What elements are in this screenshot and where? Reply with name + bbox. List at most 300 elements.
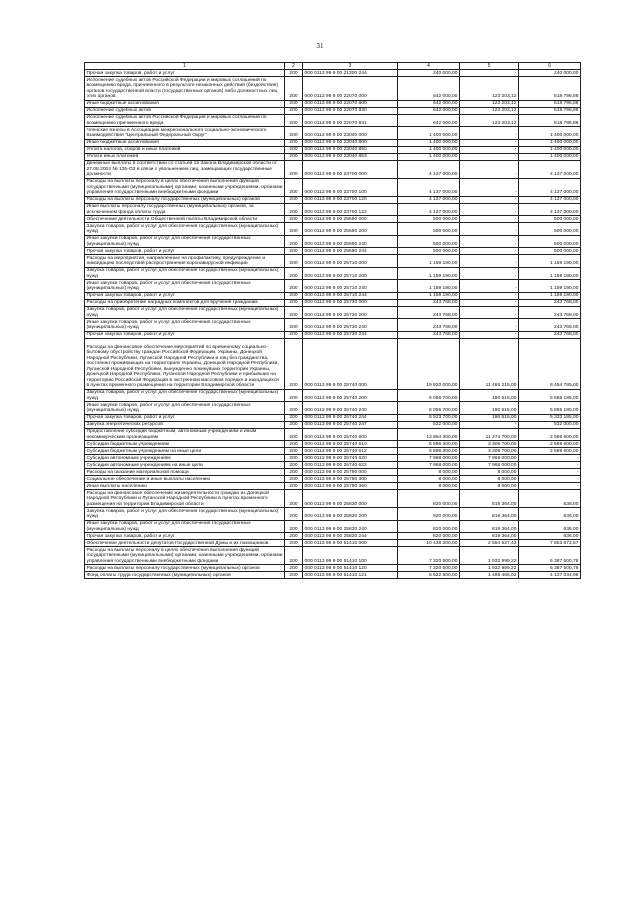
row-approved: 19 920 000,00 xyxy=(398,338,460,389)
row-budget-code: 000 0113 99 9 00 25710 200 xyxy=(303,267,398,280)
row-admin-code: 200 xyxy=(285,146,303,153)
row-description: Прочая закупка товаров, работ и услуг xyxy=(85,331,285,338)
row-remaining: 7 853 672,57 xyxy=(519,540,581,547)
row-executed: 190 515,00 xyxy=(460,389,519,402)
table-row xyxy=(85,441,581,448)
row-approved: 1 400 000,00 xyxy=(398,139,460,146)
row-executed: 1 485 465,02 xyxy=(460,572,519,579)
row-description: Закупка товаров, работ и услуг для обеспечения государственных (муниципальных) нужд xyxy=(85,223,285,236)
row-budget-code: 000 0113 99 9 00 22070 800 xyxy=(303,100,398,107)
row-approved: 4 137 000,00 xyxy=(398,203,460,216)
row-admin-code: 200 xyxy=(285,572,303,579)
row-description: Закупка товаров, работ и услуг для обеспечения государственных (муниципальных) нужд xyxy=(85,389,285,402)
row-description: Субсидии автономным учреждениям на иные цели xyxy=(85,462,285,469)
row-admin-code: 200 xyxy=(285,306,303,319)
row-admin-code: 200 xyxy=(285,153,303,160)
row-remaining: 636,00 xyxy=(519,520,581,533)
row-admin-code: 200 xyxy=(285,114,303,127)
budget-table xyxy=(84,62,581,579)
row-budget-code: 000 0113 99 9 00 25790 300 xyxy=(303,476,398,483)
table-row xyxy=(85,139,581,146)
row-admin-code: 200 xyxy=(285,216,303,223)
row-remaining: 518 796,88 xyxy=(519,77,581,101)
row-budget-code: 000 0113 99 9 00 25830 000 xyxy=(303,490,398,508)
row-executed: - xyxy=(460,153,519,160)
row-executed: - xyxy=(460,203,519,216)
table-row xyxy=(85,402,581,415)
table-row xyxy=(85,248,581,255)
row-admin-code: 200 xyxy=(285,389,303,402)
row-budget-code: 000 0113 99 9 00 25590 200 xyxy=(303,223,398,236)
row-budget-code: 000 0113 99 9 00 25730 200 xyxy=(303,306,398,319)
row-remaining: - xyxy=(519,483,581,490)
row-budget-code: 000 0113 99 9 00 25710 244 xyxy=(303,292,398,299)
column-header: 2 xyxy=(285,63,303,70)
row-approved: 820 000,00 xyxy=(398,533,460,540)
table-row xyxy=(85,533,581,540)
row-description: Иные закупки товаров, работ и услуг для обеспечения государственных (муниципальных) нужд xyxy=(85,319,285,332)
row-description: Субсидии бюджетным учреждениям на иные цели xyxy=(85,448,285,455)
row-admin-code: 200 xyxy=(285,100,303,107)
row-approved: 8 000,00 xyxy=(398,469,460,476)
row-budget-code: 000 0113 99 9 00 25740 612 xyxy=(303,448,398,455)
table-row xyxy=(85,572,581,579)
row-admin-code: 200 xyxy=(285,139,303,146)
row-executed: 190 515,00 xyxy=(460,414,519,421)
row-executed: 8 000,00 xyxy=(460,476,519,483)
row-executed: - xyxy=(460,331,519,338)
row-approved: 4 137 000,00 xyxy=(398,178,460,196)
row-remaining: 8 454 785,00 xyxy=(519,338,581,389)
row-executed: 819 364,00 xyxy=(460,520,519,533)
table-row xyxy=(85,196,581,203)
table-row xyxy=(85,455,581,462)
row-budget-code: 000 0113 99 9 00 25830 240 xyxy=(303,520,398,533)
row-description: Иные выплаты населению xyxy=(85,483,285,490)
row-description: Денежные выплаты в соответствии со статьей 15 Закона Владимирской области от 27.08.2004 № 135-ОЗ в связи с увольнением лиц, замещающих государственные должности xyxy=(85,160,285,178)
row-description: Закупка товаров, работ и услуг для обеспечения государственных (муниципальных) нужд xyxy=(85,508,285,521)
row-approved: 10 438 200,00 xyxy=(398,540,460,547)
row-budget-code: 000 0113 99 9 00 22070 831 xyxy=(303,114,398,127)
row-remaining: 1 159 190,00 xyxy=(519,255,581,268)
row-admin-code: 200 xyxy=(285,441,303,448)
table-row xyxy=(85,421,581,428)
table-row xyxy=(85,306,581,319)
row-executed: - xyxy=(460,248,519,255)
row-remaining: 4 137 000,00 xyxy=(519,160,581,178)
table-row xyxy=(85,223,581,236)
row-description: Субсидии автономным учреждениям xyxy=(85,455,285,462)
row-budget-code: 000 0113 99 9 00 51410 000 xyxy=(303,540,398,547)
row-description: Закупка товаров, работ и услуг для обеспечения государственных (муниципальных) нужд xyxy=(85,306,285,319)
table-row xyxy=(85,114,581,127)
row-budget-code: 000 0113 99 9 00 25740 247 xyxy=(303,421,398,428)
row-description: Расходы на выплаты персоналу в целях обеспечения выполнения функций государственными (муниципальными) органами, казенными учреждениями, органами управления государственными внебюджетными фондами xyxy=(86,179,283,195)
row-description: Уплата иных платежей xyxy=(85,153,285,160)
row-approved: 642 000,00 xyxy=(398,107,460,114)
row-budget-code: 000 0113 99 9 00 23040 853 xyxy=(303,153,398,160)
row-description: Расходы на мероприятия, направленные на профилактику, предупреждение и ликвидацию последствий распространения коронавирусной инфекции xyxy=(85,255,285,268)
row-remaining: 5 387 500,78 xyxy=(519,547,581,565)
row-approved: 7 968 000,00 xyxy=(398,462,460,469)
row-executed: - xyxy=(460,319,519,332)
row-budget-code: 000 0113 99 9 00 25590 244 xyxy=(303,248,398,255)
table-row xyxy=(85,77,581,101)
row-executed: 819 364,00 xyxy=(460,490,519,508)
row-remaining: 5 387 500,78 xyxy=(519,565,581,572)
row-budget-code: 000 0113 99 9 00 25740 200 xyxy=(303,389,398,402)
row-admin-code: 200 xyxy=(285,235,303,248)
row-budget-code: 000 0113 99 9 00 23700 000 xyxy=(303,160,398,178)
row-approved: 13 864 300,00 xyxy=(398,428,460,441)
table-row xyxy=(85,107,581,114)
row-remaining: 518 796,88 xyxy=(519,107,581,114)
row-remaining: 4 137 000,00 xyxy=(519,203,581,216)
row-executed: 3 306 700,00 xyxy=(460,448,519,455)
row-executed: - xyxy=(460,146,519,153)
row-approved: 642 000,00 xyxy=(398,114,460,127)
row-description: Предоставление субсидий бюджетным, автономным учреждениям и иным некоммерческим организациям xyxy=(85,428,285,441)
column-header: 4 xyxy=(398,63,460,70)
table-row xyxy=(85,153,581,160)
row-description: Расходы на выплаты персоналу в целях обеспечения выполнения функций государственными (муниципальными) органами, казенными учреждениями, органами управления государственными внебюджетными фондами xyxy=(86,547,283,564)
row-admin-code: 200 xyxy=(285,280,303,293)
row-executed: - xyxy=(460,216,519,223)
row-budget-code: 000 0113 99 9 00 25730 000 xyxy=(303,299,398,306)
table-row xyxy=(85,389,581,402)
row-admin-code: 200 xyxy=(285,547,303,565)
row-description: Закупка энергетических ресурсов xyxy=(85,421,285,428)
row-approved: 1 400 000,00 xyxy=(398,127,460,140)
row-description: Прочая закупка товаров, работ и услуг xyxy=(85,248,285,255)
row-admin-code: 200 xyxy=(285,255,303,268)
row-remaining: 1 159 190,00 xyxy=(519,292,581,299)
table-row xyxy=(85,267,581,280)
row-admin-code: 200 xyxy=(285,469,303,476)
row-budget-code: 000 0113 99 9 00 25740 622 xyxy=(303,462,398,469)
table-row xyxy=(85,565,581,572)
row-remaining: 240 000,00 xyxy=(519,70,581,77)
row-budget-code: 000 0113 99 9 00 23700 122 xyxy=(303,203,398,216)
row-approved: 6 056 700,00 xyxy=(398,389,460,402)
table-row xyxy=(85,476,581,483)
table-row xyxy=(85,178,581,196)
row-approved: 642 000,00 xyxy=(398,77,460,101)
row-budget-code: 000 0113 99 9 00 23040 850 xyxy=(303,146,398,153)
row-executed: - xyxy=(460,178,519,196)
row-remaining: 500 000,00 xyxy=(519,223,581,236)
row-budget-code: 000 0113 99 9 00 22070 830 xyxy=(303,107,398,114)
row-approved: 7 968 000,00 xyxy=(398,455,460,462)
row-remaining: 2 589 600,00 xyxy=(519,428,581,441)
row-description: Иные бюджетные ассигнования xyxy=(85,139,285,146)
row-executed: 8 000,00 xyxy=(460,483,519,490)
row-description: Иные закупки товаров, работ и услуг для обеспечения государственных (муниципальных) нужд xyxy=(85,235,285,248)
row-executed: - xyxy=(460,235,519,248)
row-admin-code: 200 xyxy=(285,428,303,441)
row-approved: 8 000,00 xyxy=(398,483,460,490)
row-approved: 5 896 300,00 xyxy=(398,441,460,448)
row-executed: 190 515,00 xyxy=(460,402,519,415)
row-executed: 1 932 999,22 xyxy=(460,565,519,572)
row-description: Расходы на финансовое обеспечение жизнедеятельности граждан из Донецкой Народной Республики и Луганской Народной Республики в пунктах временного размещения на территории Владимирской области xyxy=(85,490,285,508)
row-executed: - xyxy=(460,223,519,236)
row-admin-code: 200 xyxy=(285,77,303,101)
row-admin-code: 200 xyxy=(285,533,303,540)
row-remaining: 532 000,00 xyxy=(519,421,581,428)
table-row xyxy=(85,508,581,521)
row-approved: 642 000,00 xyxy=(398,100,460,107)
table-row xyxy=(85,469,581,476)
table-row xyxy=(85,235,581,248)
row-description: Уплата налогов, сборов и иных платежей xyxy=(85,146,285,153)
row-remaining: 500 000,00 xyxy=(519,216,581,223)
row-admin-code: 200 xyxy=(285,319,303,332)
row-executed: - xyxy=(460,127,519,140)
table-row xyxy=(85,160,581,178)
row-description: Исполнение судебных актов Российской Федерации и мировых соглашений по возмещению вреда, причиненного в результате незаконных действий (бездействия) органов государственной власти (государственных органов) либо должностных лиц этих органов xyxy=(85,77,285,101)
row-remaining: 2 589 600,00 xyxy=(519,448,581,455)
table-row xyxy=(85,520,581,533)
table-body xyxy=(85,70,581,579)
row-executed: - xyxy=(460,299,519,306)
row-admin-code: 200 xyxy=(285,338,303,389)
row-admin-code: 200 xyxy=(285,483,303,490)
row-approved: 7 320 500,00 xyxy=(398,547,460,565)
row-budget-code: 000 0113 99 9 00 25830 244 xyxy=(303,533,398,540)
table-row xyxy=(85,428,581,441)
row-approved: 820 000,00 xyxy=(398,520,460,533)
row-admin-code: 200 xyxy=(285,223,303,236)
row-approved: 1 400 000,00 xyxy=(398,146,460,153)
row-budget-code: 000 0113 99 9 00 23700 100 xyxy=(303,178,398,196)
row-description: Иные закупки товаров, работ и услуг для обеспечения государственных (муниципальных) нужд xyxy=(85,520,285,533)
row-description: Прочая закупка товаров, работ и услуг xyxy=(85,292,285,299)
row-budget-code: 000 0113 99 9 00 25740 610 xyxy=(303,441,398,448)
table-row xyxy=(85,448,581,455)
row-budget-code: 000 0113 99 9 00 23040 800 xyxy=(303,139,398,146)
row-budget-code: 000 0113 99 9 00 25740 620 xyxy=(303,455,398,462)
row-description: Обеспечение деятельности Общественной палаты Владимирской области xyxy=(85,216,285,223)
column-header: 3 xyxy=(303,63,398,70)
table-row xyxy=(85,299,581,306)
row-admin-code: 200 xyxy=(285,490,303,508)
row-admin-code: 200 xyxy=(285,508,303,521)
table-row xyxy=(85,292,581,299)
row-budget-code: 000 0113 99 9 00 25730 240 xyxy=(303,319,398,332)
row-admin-code: 200 xyxy=(285,520,303,533)
row-description: Иные выплаты персоналу государственных (муниципальных) органов, за исключением фонда оплаты труда xyxy=(85,203,285,216)
row-description: Расходы на финансовое обеспечение мероприятий по временному социально-бытовому обустройству граждан Российской Федерации, Украины, Донецкой Народной Республики, Луганской Народной Республики и лиц без гражданства, постоянно проживающих на территориях Украины, Донецкой Народной Республики, Луганской Народной Республики, вынужденно покинувших территории Украины, Донецкой Народной Республики, Луганской Народной Республики и прибывших на территорию Российской Федерации в экстренном массовом порядке и находящихся в пунктах временного размещения на территории Владимирской области xyxy=(85,338,285,389)
table-row xyxy=(85,255,581,268)
row-remaining: 243 768,00 xyxy=(519,331,581,338)
row-executed: 2 584 527,43 xyxy=(460,540,519,547)
table-row xyxy=(85,319,581,332)
row-remaining: 1 400 000,00 xyxy=(519,153,581,160)
row-remaining: - xyxy=(519,455,581,462)
row-admin-code: 200 xyxy=(285,127,303,140)
row-approved: 243 768,00 xyxy=(398,299,460,306)
row-remaining: 1 159 190,00 xyxy=(519,267,581,280)
row-approved: 1 159 190,00 xyxy=(398,292,460,299)
row-remaining: 5 865 185,00 xyxy=(519,402,581,415)
row-description: Прочая закупка товаров, работ и услуг xyxy=(85,70,285,77)
row-remaining: 243 768,00 xyxy=(519,299,581,306)
row-description: Расходы на выплаты персоналу государственных (муниципальных) органов xyxy=(85,565,285,572)
row-budget-code: 000 0113 99 9 00 25740 600 xyxy=(303,428,398,441)
row-remaining: 1 400 000,00 xyxy=(519,146,581,153)
row-budget-code: 000 0113 99 9 00 21300 244 xyxy=(303,70,398,77)
row-approved: 500 000,00 xyxy=(398,235,460,248)
column-header: 1 xyxy=(85,63,285,70)
row-description: Субсидии бюджетным учреждениям xyxy=(85,441,285,448)
row-description: Прочая закупка товаров, работ и услуг xyxy=(85,533,285,540)
row-executed: - xyxy=(460,267,519,280)
row-executed: - xyxy=(460,280,519,293)
row-approved: 8 000,00 xyxy=(398,476,460,483)
row-executed: 11 465 215,00 xyxy=(460,338,519,389)
row-admin-code: 200 xyxy=(285,414,303,421)
row-remaining: 5 333 185,00 xyxy=(519,414,581,421)
row-executed: - xyxy=(460,196,519,203)
row-admin-code: 200 xyxy=(285,160,303,178)
row-admin-code: 200 xyxy=(285,540,303,547)
table-row xyxy=(85,331,581,338)
row-description: Иные бюджетные ассигнования xyxy=(85,100,285,107)
row-budget-code: 000 0113 99 9 00 25740 244 xyxy=(303,414,398,421)
row-approved: 7 320 500,00 xyxy=(398,565,460,572)
row-description: Расходы на выплаты персоналу государственных (муниципальных) органов xyxy=(85,196,285,203)
row-description: Исполнение судебных актов xyxy=(85,107,285,114)
row-remaining: - xyxy=(519,476,581,483)
table-row xyxy=(85,338,581,389)
row-remaining: - xyxy=(519,469,581,476)
row-approved: 500 000,00 xyxy=(398,216,460,223)
row-remaining: 518 796,88 xyxy=(519,114,581,127)
table-row xyxy=(85,203,581,216)
row-description: Расходы на приобретение наградных комплектов для вручения гражданам xyxy=(85,299,285,306)
row-executed: 7 968 000,00 xyxy=(460,455,519,462)
row-executed: 8 000,00 xyxy=(460,469,519,476)
table-row xyxy=(85,216,581,223)
row-remaining: 5 865 185,00 xyxy=(519,389,581,402)
row-executed: - xyxy=(460,306,519,319)
row-approved: 5 896 300,00 xyxy=(398,448,460,455)
row-budget-code: 000 0113 99 9 00 25830 200 xyxy=(303,508,398,521)
column-header: 5 xyxy=(460,63,519,70)
row-description: Иные закупки товаров, работ и услуг для обеспечения государственных (муниципальных) нужд xyxy=(85,280,285,293)
row-admin-code: 200 xyxy=(285,421,303,428)
row-remaining: 4 137 034,98 xyxy=(519,572,581,579)
row-approved: 820 000,00 xyxy=(398,508,460,521)
row-approved: 240 000,00 xyxy=(398,70,460,77)
row-budget-code: 000 0113 99 9 00 25710 240 xyxy=(303,280,398,293)
row-executed: 3 306 700,00 xyxy=(460,441,519,448)
table-row xyxy=(85,490,581,508)
row-admin-code: 200 xyxy=(285,267,303,280)
row-approved: 243 768,00 xyxy=(398,331,460,338)
row-remaining: 500 000,00 xyxy=(519,235,581,248)
table-row xyxy=(85,280,581,293)
row-description: Членские взносы в Ассоциацию межрегионального социально-экономического взаимодействия "Центральный Федеральный Округ" xyxy=(85,127,285,140)
row-budget-code: 000 0113 99 9 00 25710 000 xyxy=(303,255,398,268)
row-description: Исполнение судебных актов Российской Федерации и мировых соглашений по возмещению причиненного вреда xyxy=(85,114,285,127)
table-row xyxy=(85,100,581,107)
row-admin-code: 200 xyxy=(285,292,303,299)
row-admin-code: 200 xyxy=(285,462,303,469)
row-executed: 123 203,12 xyxy=(460,77,519,101)
row-approved: 820 000,00 xyxy=(398,490,460,508)
row-budget-code: 000 0113 99 9 00 22070 000 xyxy=(303,77,398,101)
row-admin-code: 200 xyxy=(285,178,303,196)
row-remaining: 636,00 xyxy=(519,533,581,540)
row-budget-code: 000 0113 99 9 00 25740 000 xyxy=(303,338,398,389)
row-executed: 819 364,00 xyxy=(460,533,519,540)
table-row xyxy=(85,127,581,140)
row-remaining: 1 159 190,00 xyxy=(519,280,581,293)
row-executed: 123 203,12 xyxy=(460,107,519,114)
row-remaining: 243 768,00 xyxy=(519,319,581,332)
row-budget-code: 000 0113 99 9 00 23700 120 xyxy=(303,196,398,203)
row-executed: - xyxy=(460,139,519,146)
row-remaining: 636,00 xyxy=(519,508,581,521)
row-approved: 500 000,00 xyxy=(398,248,460,255)
row-description: Прочая закупка товаров, работ и услуг xyxy=(85,414,285,421)
row-budget-code: 000 0113 99 9 00 25590 240 xyxy=(303,235,398,248)
row-description: Обеспечение деятельности депутатов Государственной Думы и их помощников xyxy=(85,540,285,547)
table-row xyxy=(85,483,581,490)
row-remaining: 636,00 xyxy=(519,490,581,508)
row-executed: 819 364,00 xyxy=(460,508,519,521)
row-executed: 123 203,12 xyxy=(460,100,519,107)
row-remaining: 243 768,00 xyxy=(519,306,581,319)
row-approved: 6 055 700,00 xyxy=(398,402,460,415)
row-remaining: 1 400 000,00 xyxy=(519,127,581,140)
table-row xyxy=(85,414,581,421)
row-executed: - xyxy=(460,255,519,268)
column-header: 6 xyxy=(519,63,581,70)
row-remaining: 4 137 000,00 xyxy=(519,196,581,203)
row-executed: 123 203,12 xyxy=(460,114,519,127)
row-admin-code: 200 xyxy=(285,565,303,572)
row-approved: 500 000,00 xyxy=(398,223,460,236)
row-executed: 11 274 700,00 xyxy=(460,428,519,441)
table-row xyxy=(85,547,581,565)
row-budget-code: 000 0113 99 9 00 25790 360 xyxy=(303,483,398,490)
row-admin-code: 200 xyxy=(285,196,303,203)
row-approved: 5 622 500,00 xyxy=(398,572,460,579)
row-budget-code: 000 0113 99 9 00 25790 000 xyxy=(303,469,398,476)
row-executed: 1 932 999,22 xyxy=(460,547,519,565)
row-budget-code: 000 0113 99 9 00 25730 244 xyxy=(303,331,398,338)
row-executed: - xyxy=(460,70,519,77)
row-description: Социальное обеспечение и иные выплаты населению xyxy=(85,476,285,483)
row-approved: 1 159 190,00 xyxy=(398,267,460,280)
row-description: Иные закупки товаров, работ и услуг для обеспечения государственных (муниципальных) нужд xyxy=(85,402,285,415)
row-budget-code: 000 0113 99 9 00 51410 121 xyxy=(303,572,398,579)
row-budget-code: 000 0113 99 9 00 51410 100 xyxy=(303,547,398,565)
row-approved: 1 400 000,00 xyxy=(398,153,460,160)
row-remaining: 4 137 000,00 xyxy=(519,178,581,196)
row-approved: 243 768,00 xyxy=(398,306,460,319)
row-budget-code: 000 0113 99 9 00 25590 000 xyxy=(303,216,398,223)
row-approved: 4 137 000,00 xyxy=(398,160,460,178)
row-approved: 1 159 190,00 xyxy=(398,280,460,293)
row-description: Фонд оплаты труда государственных (муниципальных) органов xyxy=(85,572,285,579)
row-remaining: 500 000,00 xyxy=(519,248,581,255)
row-approved: 5 523 700,00 xyxy=(398,414,460,421)
row-admin-code: 200 xyxy=(285,248,303,255)
